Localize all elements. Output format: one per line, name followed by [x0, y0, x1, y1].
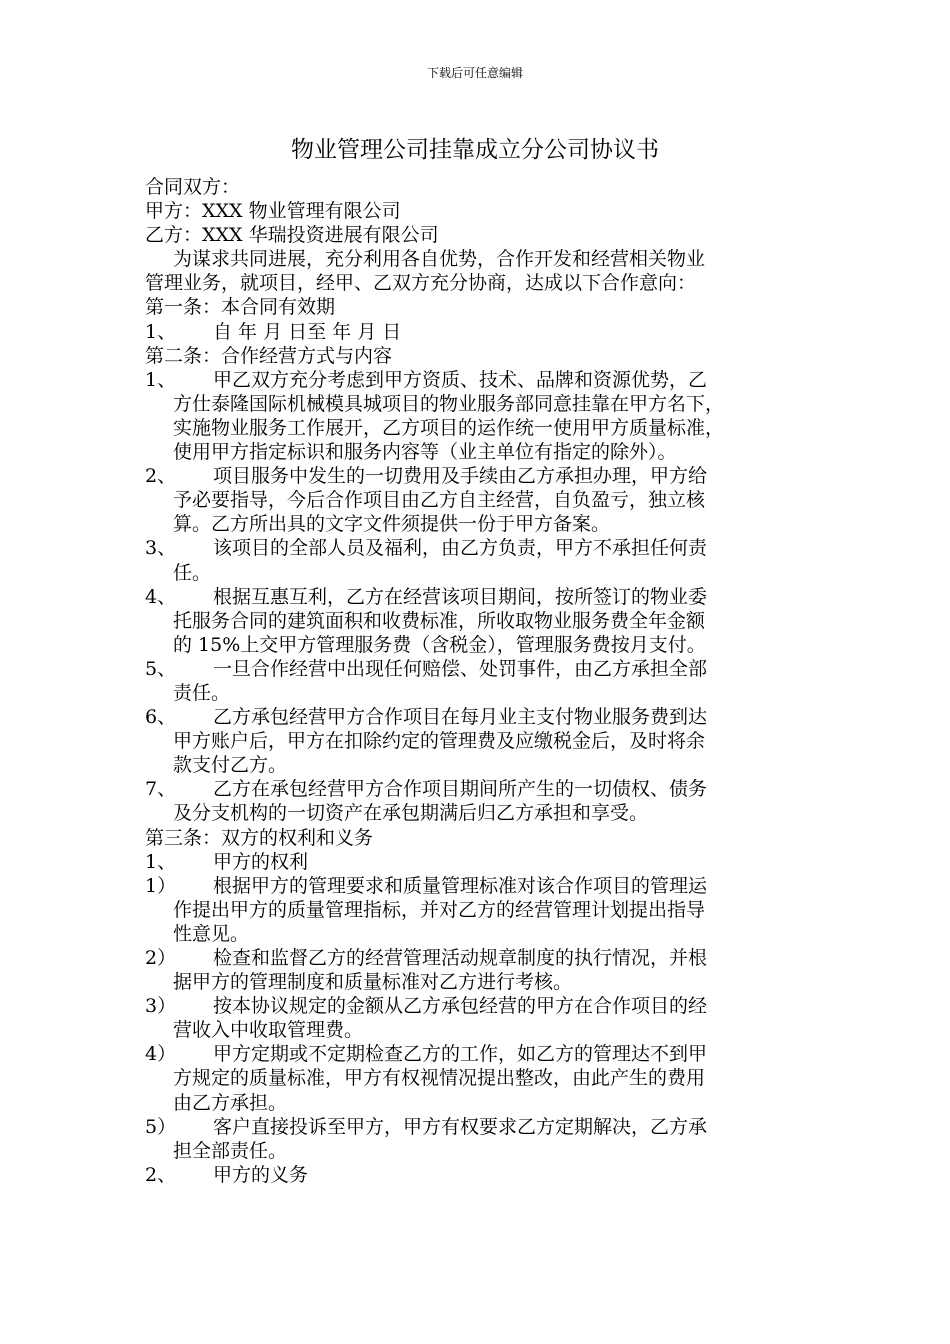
item-text-line: 据甲方的管理制度和质量标准对乙方进行考核。 [173, 971, 573, 994]
item-number: 3） [145, 995, 177, 1018]
item-number: 2） [145, 947, 177, 969]
item-number: 1、 [145, 368, 177, 391]
item-text-line: 自 年 月 日至 年 月 日 [213, 320, 402, 343]
article-3-items [145, 850, 815, 1187]
item-text-line: 算。乙方所出具的文字文件须提供一份于甲方备案。 [173, 513, 611, 536]
item-text-line: 甲乙双方充分考虑到甲方资质、技术、品牌和资源优势，乙 [213, 368, 708, 391]
list-item [145, 1115, 815, 1163]
item-text-line: 性意见。 [173, 922, 250, 945]
list-item [145, 464, 815, 536]
list-item [145, 1163, 815, 1187]
item-text-line: 按本协议规定的金额从乙方承包经营的甲方在合作项目的经 [213, 995, 708, 1018]
item-text-line: 客户直接投诉至甲方，甲方有权要求乙方定期解决，乙方承 [213, 1115, 708, 1138]
document-body [145, 175, 815, 1187]
item-text-line: 使用甲方指定标识和服务内容等（业主单位有指定的除外）。 [173, 441, 677, 464]
list-item [145, 368, 815, 464]
list-item [145, 536, 815, 584]
document-title: 物业管理公司挂靠成立分公司协议书 [291, 137, 659, 163]
article-1-items [145, 320, 815, 344]
item-number: 5） [145, 1115, 177, 1138]
list-item [145, 777, 815, 825]
item-number: 2、 [145, 1163, 177, 1186]
item-number: 1、 [145, 850, 177, 873]
parties-label: 合同双方： [145, 176, 241, 198]
article-2-heading: 第二条：合作经营方式与内容 [145, 344, 393, 367]
list-item [145, 946, 815, 994]
list-item [145, 850, 815, 874]
list-item [145, 1042, 815, 1114]
item-text-line: 甲方的权利 [213, 850, 309, 873]
item-text-line: 任。 [173, 561, 212, 584]
party-b: 乙方：XXX 华瑞投资进展有限公司 [145, 224, 439, 247]
item-number: 3、 [145, 537, 177, 560]
purpose-line-2: 管理业务，就项目，经甲、乙双方充分协商，达成以下合作意向： [145, 272, 697, 295]
item-text-line: 托服务合同的建筑面积和收费标准，所收取物业服务费全年金额 [173, 609, 706, 632]
item-number: 6、 [145, 706, 177, 729]
item-text-line: 方仕泰隆国际机械模具城项目的物业服务部同意挂靠在甲方名下， [173, 392, 725, 415]
item-text-line: 的 15%上交甲方管理服务费（含税金），管理服务费按月支付。 [173, 633, 706, 656]
item-text-line: 担全部责任。 [173, 1139, 288, 1162]
party-a: 甲方：XXX 物业管理有限公司 [145, 200, 401, 223]
article-1-heading: 第一条：本合同有效期 [145, 296, 336, 319]
item-text-line: 甲方的义务 [213, 1163, 309, 1186]
article-2-items [145, 368, 815, 826]
list-item [145, 657, 815, 705]
list-item [145, 874, 815, 946]
item-text-line: 责任。 [173, 681, 231, 704]
article-3-heading: 第三条：双方的权利和义务 [145, 826, 374, 849]
item-text-line: 甲方账户后，甲方在扣除约定的管理费及应缴税金后，及时将余 [173, 730, 706, 753]
item-text-line: 根据互惠互利，乙方在经营该项目期间，按所签订的物业委 [213, 585, 708, 608]
item-text-line: 营收入中收取管理费。 [173, 1019, 364, 1042]
item-text-line: 检查和监督乙方的经营管理活动规章制度的执行情况，并根 [213, 947, 708, 969]
item-number: 7、 [145, 778, 177, 801]
header-note: 下载后可任意编辑 [426, 66, 523, 80]
item-text-line: 及分支机构的一切资产在承包期满后归乙方承担和享受。 [173, 802, 649, 825]
item-text-line: 由乙方承担。 [173, 1091, 288, 1114]
item-number: 5、 [145, 657, 177, 680]
item-text-line: 甲方定期或不定期检查乙方的工作，如乙方的管理达不到甲 [213, 1043, 708, 1066]
purpose-line-1: 为谋求共同进展，充分利用各自优势，合作开发和经营相关物业 [173, 248, 706, 271]
item-text-line: 作提出甲方的质量管理指标，并对乙方的经营管理计划提出指导 [173, 898, 706, 921]
item-number: 4、 [145, 585, 177, 608]
item-text-line: 该项目的全部人员及福利，由乙方负责，甲方不承担任何责 [213, 537, 708, 560]
item-text-line: 根据甲方的管理要求和质量管理标准对该合作项目的管理运 [213, 874, 708, 897]
item-text-line: 款支付乙方。 [173, 754, 288, 777]
item-text-line: 项目服务中发生的一切费用及手续由乙方承担办理，甲方给 [213, 465, 708, 488]
item-number: 1） [145, 874, 177, 897]
item-number: 4） [145, 1043, 177, 1066]
item-text-line: 方规定的质量标准，甲方有权视情况提出整改，由此产生的费用 [173, 1067, 706, 1090]
list-item [145, 705, 815, 777]
item-number: 2、 [145, 465, 177, 488]
item-text-line: 一旦合作经营中出现任何赔偿、处罚事件，由乙方承担全部 [213, 657, 708, 680]
list-item [145, 994, 815, 1042]
item-text-line: 乙方承包经营甲方合作项目在每月业主支付物业服务费到达 [213, 706, 708, 729]
list-item [145, 320, 815, 344]
item-text-line: 予必要指导，今后合作项目由乙方自主经营，自负盈亏，独立核 [173, 489, 706, 512]
item-text-line: 实施物业服务工作展开，乙方项目的运作统一使用甲方质量标准， [173, 416, 725, 439]
item-number: 1、 [145, 320, 177, 343]
list-item [145, 585, 815, 657]
item-text-line: 乙方在承包经营甲方合作项目期间所产生的一切债权、债务 [213, 778, 708, 801]
